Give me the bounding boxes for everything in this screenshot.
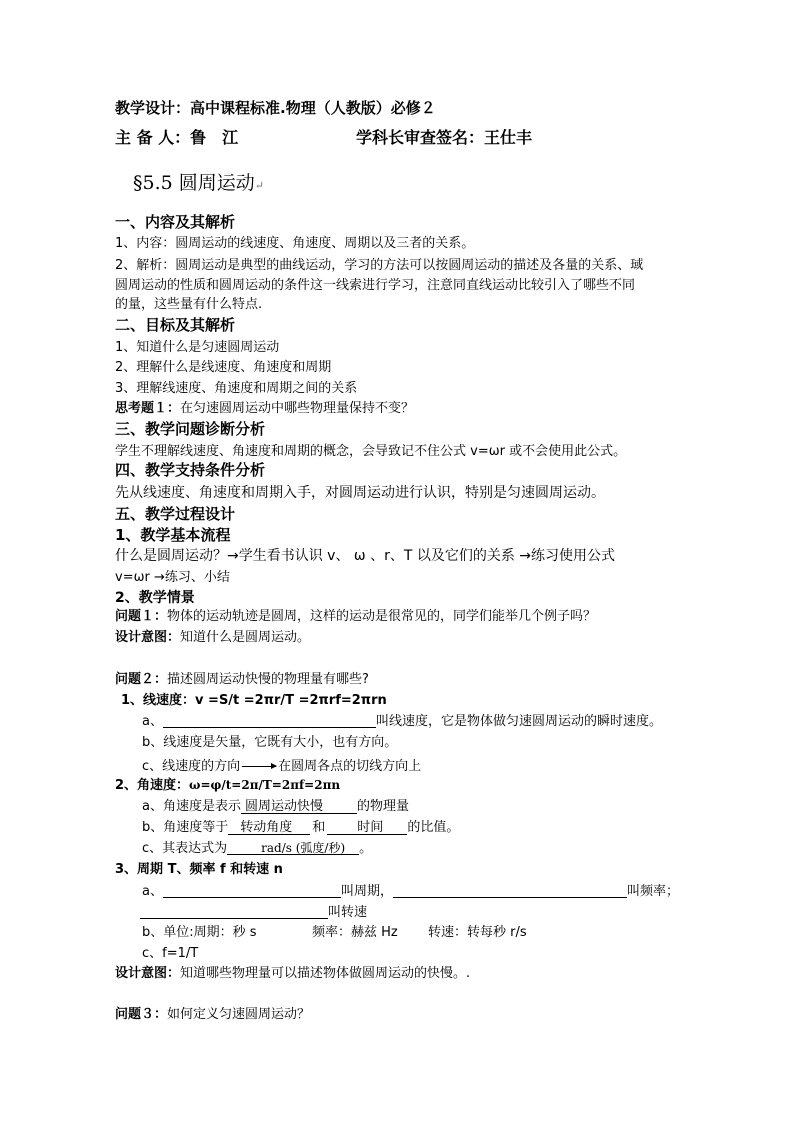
linear-velocity-title: 1、线速度：v =S/t =2πr/T =2πrf=2πrn <box>121 693 387 708</box>
w-a-fill: 圆周运动快慢 <box>241 800 329 814</box>
v-a-prefix: a、 <box>142 714 163 729</box>
question-2-text: 描述圆周运动快慢的物理量有哪些? <box>167 672 369 687</box>
period-a-line-2 <box>140 905 367 919</box>
angular-velocity-b <box>142 821 459 835</box>
section-4-title: 四、教学支持条件分析 <box>115 461 266 479</box>
period-title: 3、周期 T、频率 f 和转速 n <box>115 862 283 877</box>
linear-velocity-a <box>142 714 662 728</box>
section-5-sub-2-title: 2、教学情景 <box>115 590 195 606</box>
question-3-text: 如何定义匀速圆周运动？ <box>167 1007 311 1022</box>
section-3-title: 三、教学问题诊断分析 <box>115 420 266 438</box>
q2-intent-text: 知道哪些物理量可以描述物体做圆周运动的快慢。. <box>180 966 471 981</box>
q2-intent-label: 设计意图： <box>115 966 181 981</box>
w-b-suffix: 的比值。 <box>407 820 460 835</box>
think-text: 在匀速圆周运动中哪些物理量保持不变？ <box>180 401 415 416</box>
section-5-title: 五、教学过程设计 <box>115 505 236 523</box>
question-2-label: 问题２： <box>115 672 168 687</box>
section-2-item-3: 3、理解线速度、角速度和周期之间的关系 <box>115 381 358 396</box>
w-b-fill-2: 时间 <box>327 821 407 835</box>
lesson-title <box>133 174 264 193</box>
question-1-label: 问题１： <box>115 609 168 624</box>
right-arrow-icon <box>242 766 276 767</box>
question-1-text: 物体的运动轨迹是圆周，这样的运动是很常见的，同学们能举几个例子吗？ <box>167 609 597 624</box>
section-2-item-1: 1、知道什么是匀速圆周运动 <box>115 340 280 355</box>
section-3-text: 学生不理解线速度、角速度和周期的概念，会导致记不住公式 v=ωr 或不会使用此公式。 <box>115 444 627 459</box>
section-4-text: 先从线速度、角速度和周期入手，对圆周运动进行认识，特别是匀速圆周运动。 <box>115 485 605 501</box>
flow-line-1: 什么是圆周运动？→学生看书认识 v、 ω 、r、T 以及它们的关系 →练习使用公式 <box>115 548 616 564</box>
intent-label: 设计意图： <box>115 630 181 645</box>
design-title: 教学设计：高中课程标准.物理（人教版）必修２ <box>115 99 436 117</box>
flow-line-2: v=ωr →练习、小结 <box>115 570 230 585</box>
intent-text: 知道什么是圆周运动。 <box>180 630 311 645</box>
question-2-intent <box>115 967 470 980</box>
section-1-item-1: 1、内容：圆周运动的线速度、角速度、周期以及三者的关系。 <box>115 236 475 251</box>
section-1-item-2-line-2: 圆周运动的性质和圆周运动的条件这一线索进行学习，注意同直线运动比较引入了哪些不同 <box>115 278 636 293</box>
section-2-title: 二、目标及其解析 <box>115 316 236 334</box>
v-c-prefix: c、线速度的方向 <box>142 759 241 774</box>
section-1-item-2-line-1: 2、解析：圆周运动是典型的曲线运动，学习的方法可以按圆周运动的描述及各量的关系、琙 <box>115 258 644 273</box>
angular-velocity-title <box>115 779 340 792</box>
angular-velocity-c <box>142 842 372 855</box>
section-2-item-2: 2、理解什么是线速度、角速度和周期 <box>115 360 332 375</box>
w-c-fill: rad/s (弧度/秒) <box>227 842 359 855</box>
t-a-blank-3 <box>140 905 328 919</box>
t-a-prefix: a、 <box>142 884 163 899</box>
w-a-suffix: 的物理量 <box>356 799 409 814</box>
w-b-prefix: b、角速度等于 <box>142 820 229 835</box>
t-a-l2-suffix: 叫转速 <box>328 905 368 920</box>
linear-velocity-b: b、线速度是矢量，它既有大小，也有方向。 <box>142 735 398 750</box>
t-a-mid: 叫周期， <box>340 884 393 899</box>
period-b-units: b、单位:周期：秒 s <box>142 925 257 940</box>
lesson-title-text: §5.5 圆周运动 <box>133 172 255 194</box>
angular-velocity-a <box>142 800 409 814</box>
w-a-prefix: a、角速度是表示 <box>142 799 241 814</box>
linear-velocity-c <box>142 760 421 773</box>
section-1-item-2-line-3: 的量，这些量有什么特点. <box>115 297 263 312</box>
question-2 <box>115 673 369 686</box>
section-1-title: 一、内容及其解析 <box>115 213 236 231</box>
period-c: c、f=1/T <box>142 946 199 961</box>
question-1 <box>115 610 596 623</box>
think-question-1 <box>115 402 414 415</box>
section-5-sub-1-title: 1、教学基本流程 <box>115 526 231 544</box>
w-formula: ω=φ/t=2π/T=2πf=2πn <box>189 778 341 792</box>
w-b-fill-1: 转动角度 <box>228 821 310 835</box>
question-1-intent <box>115 631 310 644</box>
t-a-blank-1 <box>163 884 341 898</box>
t-a-suffix: 叫频率； <box>626 884 679 899</box>
v-a-suffix: 叫线速度，它是物体做匀速圆周运动的瞬时速度。 <box>375 714 662 729</box>
return-mark: ↵ <box>254 179 264 192</box>
question-3 <box>115 1008 310 1021</box>
period-b-frequency-unit: 频率：赫兹 Hz <box>312 925 398 940</box>
t-a-blank-2 <box>393 884 627 898</box>
review-signature: 学科长审查签名：王仕丰 <box>356 128 533 147</box>
w-c-suffix: 。 <box>359 841 373 856</box>
v-a-blank <box>163 714 376 728</box>
v-c-suffix: 在圆周各点的切线方向上 <box>278 759 422 774</box>
lead-teacher: 主 备 人：鲁 江 <box>115 128 239 147</box>
think-label: 思考题１： <box>115 401 181 416</box>
w-b-mid: 和 <box>312 820 326 835</box>
question-3-label: 问题３： <box>115 1007 168 1022</box>
w-a-blank-tail <box>329 800 357 814</box>
w-title: 2、角速度： <box>115 778 190 793</box>
period-a-line-1 <box>142 884 679 898</box>
period-b-speed-unit: 转速：转每秒 r/s <box>428 925 527 940</box>
w-c-prefix: c、其表达式为 <box>142 841 228 856</box>
